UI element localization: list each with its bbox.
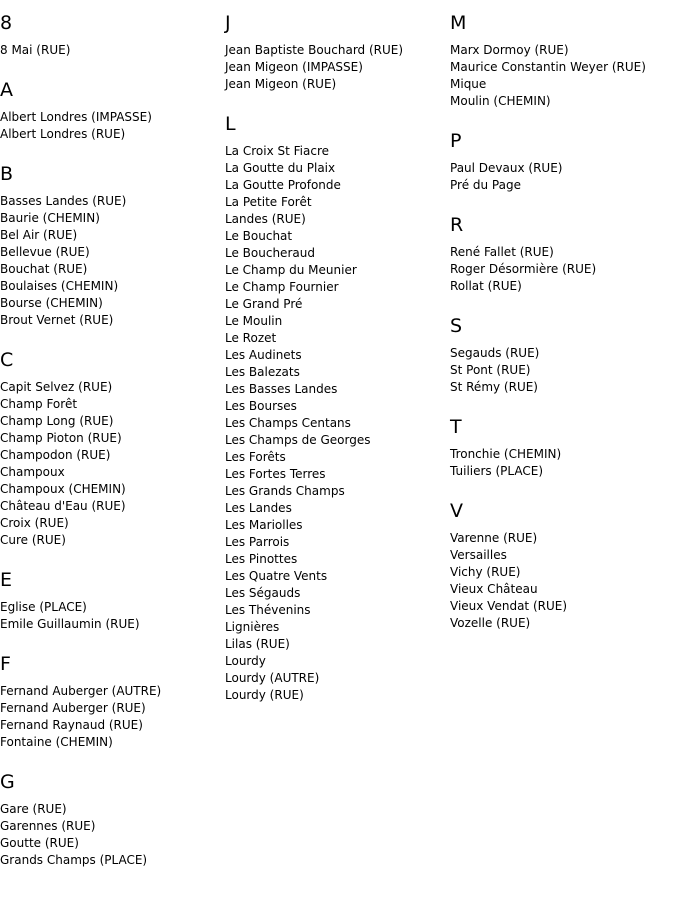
- street-name: Basses Landes (RUE): [0, 194, 127, 208]
- street-name: Albert Londres (IMPASSE): [0, 110, 152, 124]
- street-name: Champodon (RUE): [0, 448, 111, 462]
- street-name: Les Parrois: [225, 535, 290, 549]
- street-name: Marx Dormoy (RUE): [450, 43, 569, 57]
- street-name: Moulin (CHEMIN): [450, 94, 551, 108]
- section-letter-heading: P: [450, 130, 462, 152]
- street-name: Mique: [450, 77, 487, 91]
- street-name: Lourdy (AUTRE): [225, 671, 320, 685]
- street-list: [0, 683, 220, 751]
- street-name: Les Fortes Terres: [225, 467, 326, 481]
- street-name: Lilas (RUE): [225, 637, 290, 651]
- letter-section: [0, 653, 220, 751]
- section-letter-heading: S: [450, 315, 463, 337]
- section-letter-heading: B: [0, 163, 14, 185]
- street-name: Jean Migeon (IMPASSE): [225, 60, 363, 74]
- street-name: Château d'Eau (RUE): [0, 499, 126, 513]
- section-letter-heading: C: [0, 349, 14, 371]
- street-name: Baurie (CHEMIN): [0, 211, 100, 225]
- street-name: Boulaises (CHEMIN): [0, 279, 119, 293]
- street-name: Le Rozet: [225, 331, 277, 345]
- section-letter-heading: G: [0, 771, 15, 793]
- section-letter-heading: 8: [0, 12, 13, 34]
- street-index-column-1: [0, 12, 220, 889]
- letter-section: [0, 771, 220, 869]
- street-name: Goutte (RUE): [0, 836, 79, 850]
- street-name: Les Mariolles: [225, 518, 303, 532]
- letter-section: [0, 12, 220, 59]
- street-list: [450, 42, 670, 110]
- street-name: Versailles: [450, 548, 507, 562]
- letter-section: [225, 12, 445, 93]
- street-name: Lourdy (RUE): [225, 688, 304, 702]
- street-name: Les Thévenins: [225, 603, 311, 617]
- street-name: Le Bouchat: [225, 229, 293, 243]
- letter-section: [450, 500, 670, 632]
- street-name: Fontaine (CHEMIN): [0, 735, 113, 749]
- street-name: Grands Champs (PLACE): [0, 853, 148, 867]
- street-list: [0, 801, 220, 869]
- section-letter-heading: M: [450, 12, 467, 34]
- street-list: [0, 379, 220, 549]
- letter-section: [0, 79, 220, 143]
- street-name: Jean Baptiste Bouchard (RUE): [225, 43, 404, 57]
- street-name: Champ Forêt: [0, 397, 78, 411]
- letter-section: [0, 349, 220, 549]
- street-name: Le Moulin: [225, 314, 283, 328]
- street-name: Vichy (RUE): [450, 565, 521, 579]
- street-name: Varenne (RUE): [450, 531, 538, 545]
- street-name: Fernand Auberger (RUE): [0, 701, 146, 715]
- section-letter-heading: L: [225, 113, 236, 135]
- street-name: Vieux Vendat (RUE): [450, 599, 568, 613]
- street-name: Champ Long (RUE): [0, 414, 114, 428]
- street-name: Le Champ Fournier: [225, 280, 339, 294]
- street-list: [225, 143, 445, 704]
- street-name: Jean Migeon (RUE): [225, 77, 337, 91]
- street-name: La Croix St Fiacre: [225, 144, 329, 158]
- letter-section: [0, 569, 220, 633]
- letter-section: [450, 315, 670, 396]
- street-name: Gare (RUE): [0, 802, 67, 816]
- street-list: [450, 160, 670, 194]
- street-name: Pré du Page: [450, 178, 521, 192]
- street-name: Vozelle (RUE): [450, 616, 531, 630]
- letter-section: [450, 214, 670, 295]
- section-letter-heading: J: [225, 12, 231, 34]
- street-name: Bouchat (RUE): [0, 262, 88, 276]
- section-letter-heading: E: [0, 569, 13, 591]
- street-name: Le Boucheraud: [225, 246, 315, 260]
- street-name: La Petite Forêt: [225, 195, 312, 209]
- section-letter-heading: F: [0, 653, 11, 675]
- street-list: [450, 446, 670, 480]
- street-list: [450, 244, 670, 295]
- street-name: Les Audinets: [225, 348, 302, 362]
- street-name: Le Champ du Meunier: [225, 263, 357, 277]
- street-name: Les Landes: [225, 501, 292, 515]
- street-name: Les Pinottes: [225, 552, 298, 566]
- street-name: Eglise (PLACE): [0, 600, 87, 614]
- street-name: Capit Selvez (RUE): [0, 380, 113, 394]
- street-name: Le Grand Pré: [225, 297, 303, 311]
- street-name: Champoux: [0, 465, 65, 479]
- street-name: Les Bourses: [225, 399, 297, 413]
- street-name: Bourse (CHEMIN): [0, 296, 103, 310]
- letter-section: [225, 113, 445, 704]
- street-name: Fernand Raynaud (RUE): [0, 718, 143, 732]
- street-list: [450, 530, 670, 632]
- letter-section: [450, 130, 670, 194]
- letter-section: [0, 163, 220, 329]
- street-name: Les Forêts: [225, 450, 286, 464]
- street-name: Rollat (RUE): [450, 279, 522, 293]
- street-name: Tuiliers (PLACE): [450, 464, 544, 478]
- street-list: [0, 599, 220, 633]
- street-name: Champ Pioton (RUE): [0, 431, 122, 445]
- street-list: [0, 193, 220, 329]
- street-name: Bellevue (RUE): [0, 245, 90, 259]
- letter-section: [450, 416, 670, 480]
- street-name: Les Champs Centans: [225, 416, 351, 430]
- street-name: Les Ségauds: [225, 586, 301, 600]
- street-name: Tronchie (CHEMIN): [450, 447, 562, 461]
- street-name: Fernand Auberger (AUTRE): [0, 684, 162, 698]
- street-name: Les Champs de Georges: [225, 433, 371, 447]
- street-name: La Goutte Profonde: [225, 178, 341, 192]
- street-name: Croix (RUE): [0, 516, 69, 530]
- street-name: Vieux Château: [450, 582, 538, 596]
- street-name: Maurice Constantin Weyer (RUE): [450, 60, 646, 74]
- street-name: Champoux (CHEMIN): [0, 482, 126, 496]
- street-name: Les Balezats: [225, 365, 300, 379]
- street-name: Roger Désormière (RUE): [450, 262, 597, 276]
- street-name: Cure (RUE): [0, 533, 66, 547]
- street-name: 8 Mai (RUE): [0, 43, 71, 57]
- section-letter-heading: R: [450, 214, 464, 236]
- street-name: Les Basses Landes: [225, 382, 338, 396]
- street-name: St Pont (RUE): [450, 363, 531, 377]
- street-name: Brout Vernet (RUE): [0, 313, 114, 327]
- street-name: St Rémy (RUE): [450, 380, 538, 394]
- street-name: Les Grands Champs: [225, 484, 345, 498]
- street-index-column-2: [225, 12, 445, 724]
- street-name: Bel Air (RUE): [0, 228, 78, 242]
- street-index-column-3: [450, 12, 670, 652]
- street-name: René Fallet (RUE): [450, 245, 554, 259]
- section-letter-heading: T: [450, 416, 462, 438]
- street-name: Landes (RUE): [225, 212, 306, 226]
- street-list: [225, 42, 445, 93]
- section-letter-heading: A: [0, 79, 13, 101]
- street-name: Lourdy: [225, 654, 266, 668]
- letter-section: [450, 12, 670, 110]
- street-list: [0, 109, 220, 143]
- street-name: La Goutte du Plaix: [225, 161, 336, 175]
- street-name: Paul Devaux (RUE): [450, 161, 563, 175]
- street-name: Emile Guillaumin (RUE): [0, 617, 140, 631]
- street-name: Albert Londres (RUE): [0, 127, 126, 141]
- street-name: Segauds (RUE): [450, 346, 540, 360]
- street-name: Garennes (RUE): [0, 819, 96, 833]
- street-name: Lignières: [225, 620, 280, 634]
- section-letter-heading: V: [450, 500, 463, 522]
- street-list: [450, 345, 670, 396]
- street-name: Les Quatre Vents: [225, 569, 328, 583]
- street-list: [0, 42, 220, 59]
